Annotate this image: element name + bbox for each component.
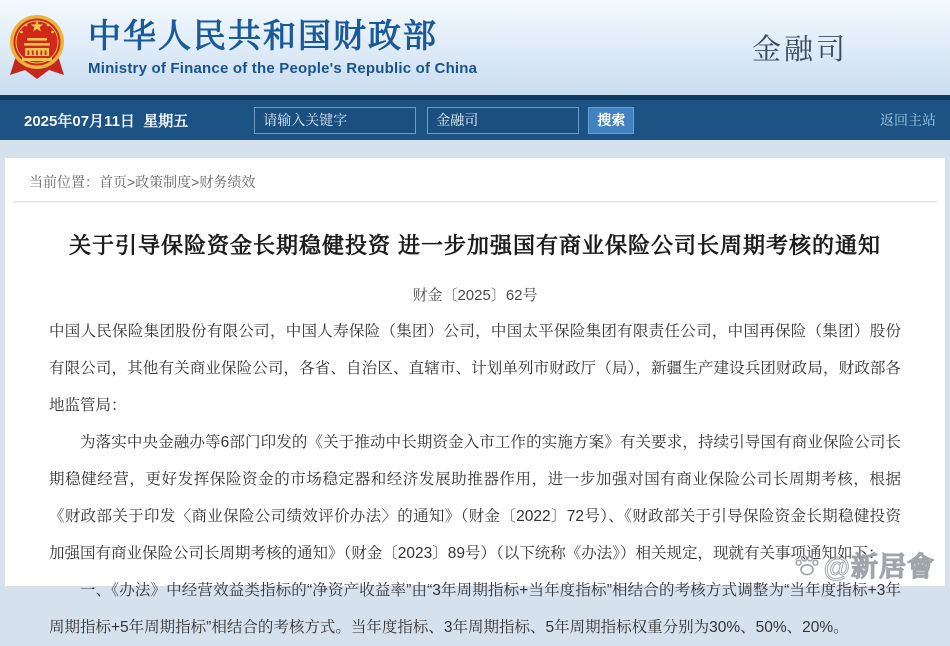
return-home-link[interactable]: 返回主站: [880, 112, 936, 128]
site-title: 中华人民共和国财政部: [88, 17, 438, 55]
navbar: [0, 95, 950, 140]
current-date: 2025年07月11日 星期五: [24, 112, 189, 130]
national-emblem-icon: [8, 12, 66, 84]
notice-body: [49, 313, 901, 646]
site-header: [0, 0, 950, 95]
notice-paragraph-item-1: 一、《办法》中经营效益类指标的“净资产收益率”由“3年周期指标+当年度指标”相结合的考核方式调整为“当年度指标+3年周期指标+5年周期指标”相结合的考核方式。当年度指标、3年周期指标、5年周期指标权重分别为30%、50%、20%。: [49, 582, 901, 636]
watermark-text: @新居會: [823, 552, 935, 582]
breadcrumb-path[interactable]: 首页>政策制度>财务绩效: [99, 174, 256, 190]
notice-title: 关于引导保险资金长期稳健投资 进一步加强国有商业保险公司长周期考核的通知: [68, 233, 882, 258]
notice-doc-number: 财金〔2025〕62号: [412, 287, 538, 304]
breadcrumb: [5, 158, 945, 192]
breadcrumb-divider: [13, 201, 937, 203]
department-name: 金融司: [751, 34, 848, 66]
content-area: [5, 158, 945, 636]
search-scope-select[interactable]: 金融司: [427, 107, 579, 134]
breadcrumb-label: 当前位置：: [29, 174, 99, 190]
site-subtitle: Ministry of Finance of the People's Republic of China: [88, 59, 478, 77]
search-input[interactable]: [254, 107, 416, 134]
notice-paragraph-preamble: 为落实中央金融办等6部门印发的《关于推动中长期资金入市工作的实施方案》有关要求，持续引导国有商业保险公司长期稳健经营，更好发挥保险资金的市场稳定器和经济发展助推器作用，进一步加强对国有商业保险公司长周期考核，根据《财政部关于印发〈商业保险公司绩效评价办法〉的通知》（财金〔2022〕72号）、《财政部关于引导保险资金长期稳健投资 加强国有商业保险公司长周期考核的通知》（财金〔2023〕89号）（以下统称《办法》）相关规定，现就有关事项通知如下：: [49, 434, 901, 562]
notice-paragraph-recipients: 中国人民保险集团股份有限公司，中国人寿保险（集团）公司，中国太平保险集团有限责任公司，中国再保险（集团）股份有限公司，其他有关商业保险公司，各省、自治区、直辖市、计划单列市财政厅（局），新疆生产建设兵团财政局，财政部各地监管局：: [49, 323, 901, 414]
site-title-block: [88, 18, 477, 76]
paw-icon: [793, 551, 821, 579]
watermark: [793, 545, 935, 584]
search-button[interactable]: 搜索: [588, 107, 634, 134]
